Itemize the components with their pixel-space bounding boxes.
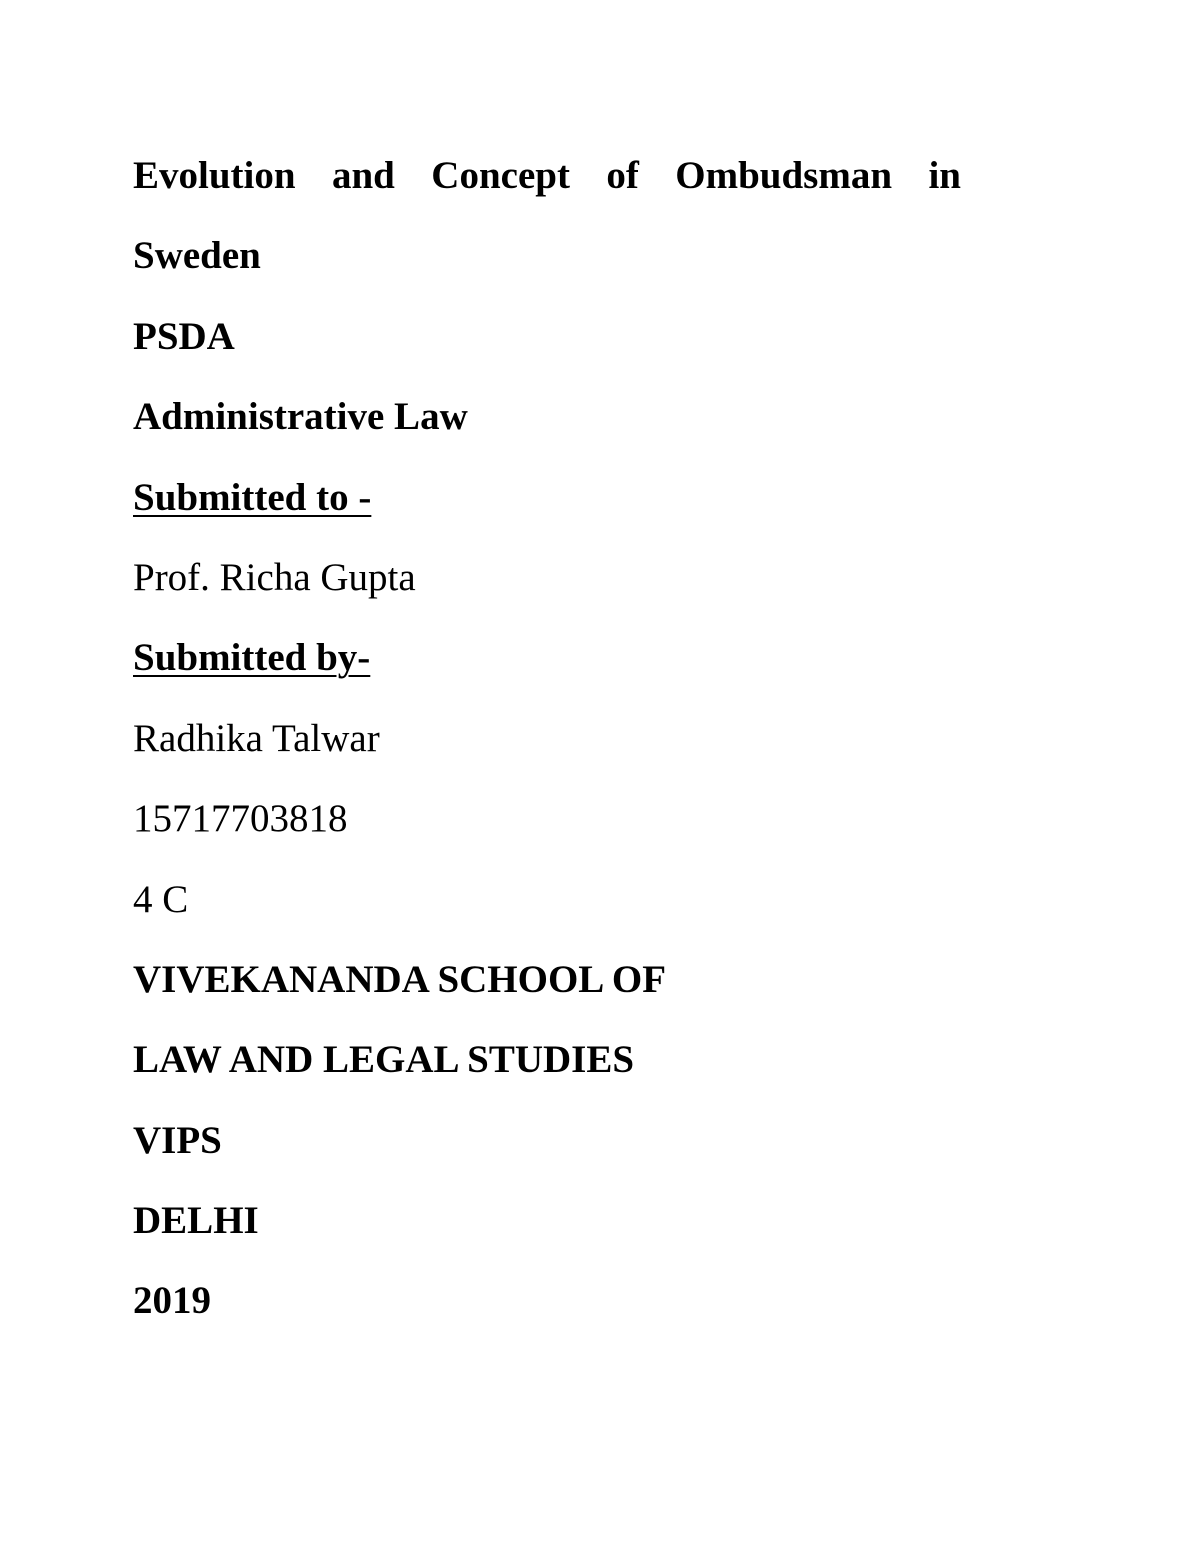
course-code: PSDA (133, 314, 235, 358)
enrollment-number: 15717703818 (133, 797, 348, 841)
submitted-by-label-text: Submitted by- (133, 636, 371, 680)
institution-line-1: VIVEKANANDA SCHOOL OF (133, 957, 667, 1001)
cover-page-content (133, 136, 973, 1342)
submitted-to-label-text: Submitted to - (133, 475, 372, 519)
year: 2019 (133, 1279, 211, 1323)
title-line-1: Evolution and Concept of Ombudsman in (133, 154, 961, 197)
student-name: Radhika Talwar (133, 716, 380, 760)
city: DELHI (133, 1199, 259, 1243)
submitted-to-label (133, 458, 973, 538)
submitted-to-name: Prof. Richa Gupta (133, 555, 416, 599)
institution-short: VIPS (133, 1118, 222, 1162)
submitted-by-label (133, 618, 973, 698)
class-section: 4 C (133, 877, 189, 921)
subject: Administrative Law (133, 395, 468, 439)
title-line-2: Sweden (133, 234, 261, 278)
institution-line-2: LAW AND LEGAL STUDIES (133, 1038, 635, 1082)
